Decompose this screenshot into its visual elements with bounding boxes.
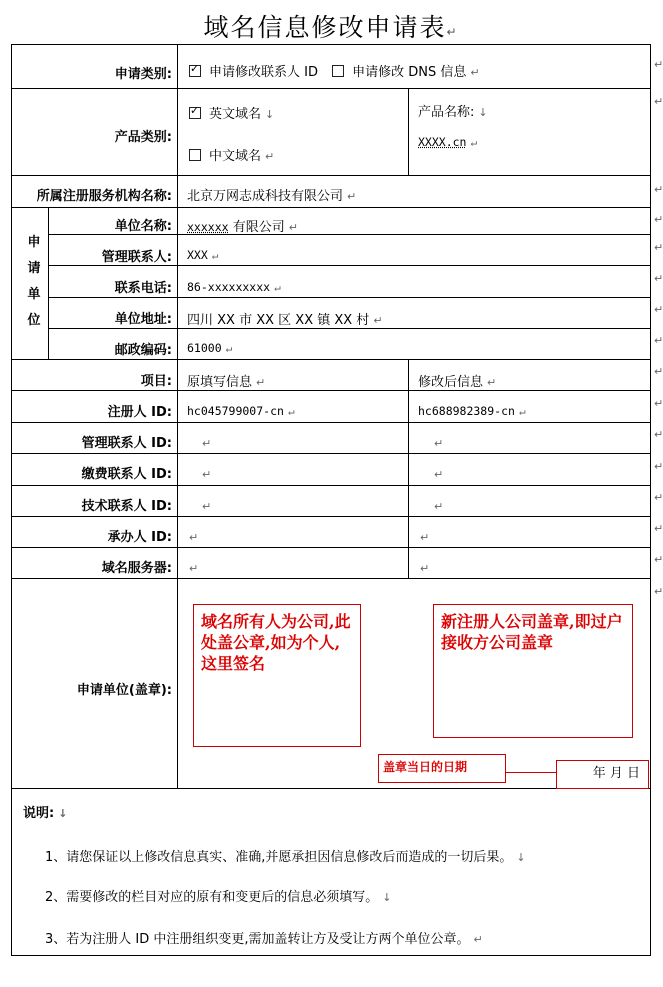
registrant-id-old: hc045799007-cn ↵ [187, 404, 295, 418]
option-modify-dns: 申请修改 DNS 信息 [352, 65, 467, 80]
registrar-label: 所属注册服务机构名称: [36, 189, 172, 204]
agent-id-label: 承办人 ID: [107, 530, 172, 545]
admin-id-label: 管理联系人 ID: [81, 436, 172, 451]
unit-side-label: 申 请 单 位 [27, 235, 41, 328]
seal-label: 申请单位(盖章): [76, 683, 172, 698]
registrar-value: 北京万网志成科技有限公司 ↵ [187, 189, 357, 204]
seal-owner-box: 域名所有人为公司,此处盖公章,如为个人,这里签名 [193, 604, 361, 747]
unit-name-label: 单位名称: [114, 219, 172, 234]
admin-contact-value: XXX ↵ [187, 248, 219, 262]
postcode-value[interactable]: 61000 ↵ [187, 341, 233, 355]
option-modify-contact: 申请修改联系人 ID [209, 65, 318, 80]
seal-date-box: 年 月 日 [556, 760, 649, 789]
note-item-1: 1、请您保证以上修改信息真实、准确,并愿承担因信息修改后而造成的一切后果。 ↓ [45, 850, 526, 865]
checkbox-modify-dns[interactable] [332, 65, 344, 77]
compare-item-label: 项目: [140, 374, 172, 389]
tech-id-label: 技术联系人 ID: [81, 499, 172, 514]
phone-label: 联系电话: [114, 281, 172, 296]
product-name-label: 产品名称: ↓ [418, 105, 488, 120]
nameserver-label: 域名服务器: [101, 561, 172, 576]
seal-new-registrant-box: 新注册人公司盖章,即过户接收方公司盖章 [433, 604, 633, 738]
compare-col-old: 原填写信息 ↵ [187, 375, 266, 390]
product-type-label: 产品类别: [114, 130, 172, 145]
compare-col-new: 修改后信息 ↵ [418, 375, 497, 390]
checkbox-modify-contact[interactable] [189, 65, 201, 77]
note-item-3: 3、若为注册人 ID 中注册组织变更,需加盖转让方及受让方两个单位公章。 ↵ [45, 932, 483, 947]
address-value: 四川 XX 市 XX 区 XX 镇 XX 村 ↵ [187, 313, 383, 328]
apply-type-options: ✓ 申请修改联系人 ID 申请修改 DNS 信息 ↵ [189, 61, 480, 80]
product-option-english: ✓英文域名 ↓ [189, 103, 274, 122]
note-item-2: 2、需要修改的栏目对应的原有和变更后的信息必须填写。 ↓ [45, 890, 392, 905]
address-label: 单位地址: [114, 312, 172, 327]
registrant-id-new: hc688982389-cn ↵ [418, 404, 526, 418]
seal-date-tag: 盖章当日的日期 [378, 754, 506, 783]
product-name-value: XXXX.cn ↵ [418, 135, 478, 149]
form-title: 域名信息修改申请表↵ [203, 13, 459, 42]
checkbox-chinese-domain[interactable] [189, 149, 201, 161]
admin-contact-label: 管理联系人: [101, 250, 172, 265]
notes-title: 说明: ↓ [23, 806, 68, 821]
phone-value: 86-xxxxxxxxx ↵ [187, 280, 281, 294]
product-option-chinese: 中文域名 ↵ [189, 145, 274, 164]
unit-name-value: xxxxxx 有限公司 ↵ [187, 220, 298, 235]
postcode-label: 邮政编码: [114, 343, 172, 358]
checkbox-english-domain[interactable] [189, 107, 201, 119]
apply-type-label: 申请类别: [114, 67, 172, 82]
registrant-id-label: 注册人 ID: [107, 405, 172, 420]
billing-id-label: 缴费联系人 ID: [81, 467, 172, 482]
